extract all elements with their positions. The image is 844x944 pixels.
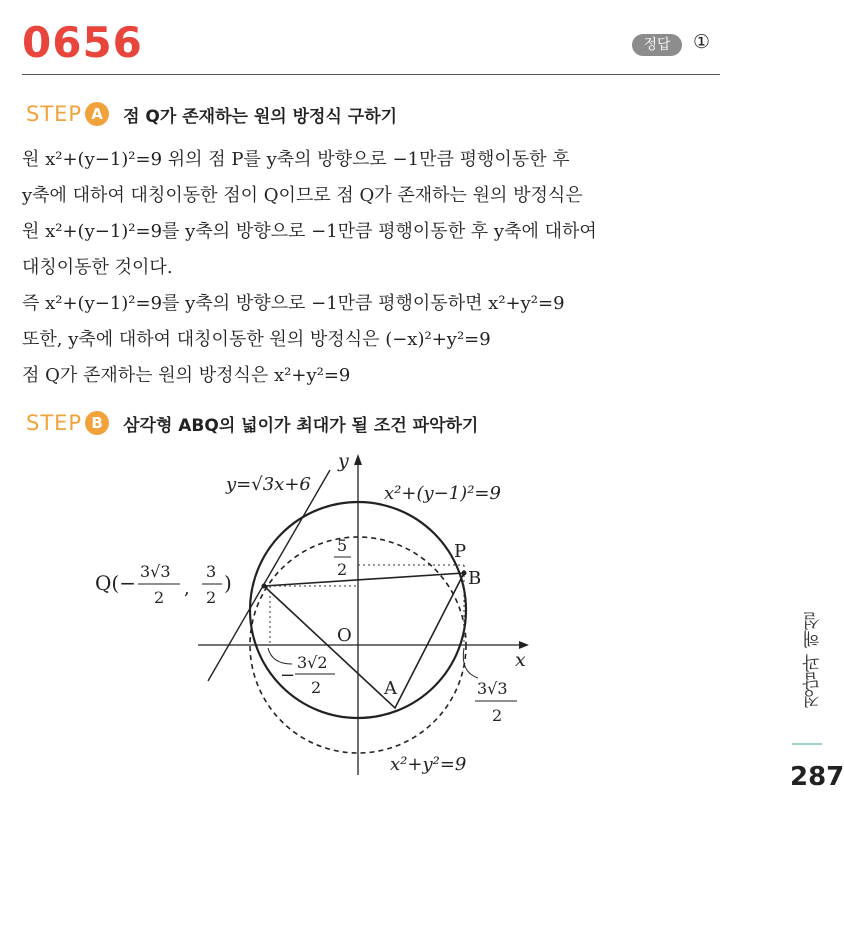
step-a-line-3: 원 x²+(y−1)²=9를 y축의 방향으로 −1만큼 평행이동한 후 y축에 대하여 bbox=[22, 221, 597, 242]
step-a-line-2: y축에 대하여 대칭이동한 점이 Q이므로 점 Q가 존재하는 원의 방정식은 bbox=[22, 185, 583, 206]
x-axis-arrow bbox=[519, 641, 529, 649]
problem-number: 0656 bbox=[22, 18, 143, 67]
y-axis-label: y bbox=[338, 450, 349, 472]
step-a-line-5: 즉 x²+(y−1)²=9를 y축의 방향으로 −1만큼 평행이동하면 x²+y²=9 bbox=[22, 293, 565, 314]
page-number: 287 bbox=[790, 762, 844, 792]
point-q-dot bbox=[262, 584, 267, 589]
side-section-label: 정답과 해설 bbox=[802, 612, 823, 708]
neg-tick-numerator: 3√2 bbox=[297, 653, 328, 672]
answer-value: ① bbox=[693, 31, 711, 53]
leader-pos-tick bbox=[463, 648, 478, 678]
y-tick-denominator: 2 bbox=[337, 560, 348, 579]
point-p-label: P bbox=[454, 541, 467, 562]
leader-neg-tick bbox=[268, 648, 292, 664]
step-a-line-4: 대칭이동한 것이다. bbox=[22, 257, 173, 278]
answer-badge: 정답 bbox=[632, 34, 682, 56]
pos-tick-numerator: 3√3 bbox=[477, 679, 508, 698]
pos-tick-denominator: 2 bbox=[492, 706, 503, 725]
point-a-label: A bbox=[384, 678, 397, 699]
side-rule bbox=[792, 743, 822, 745]
q-label-prefix: Q(− bbox=[95, 571, 136, 595]
circle-origin-label: x²+y²=9 bbox=[390, 754, 467, 775]
step-b-letter-badge: B bbox=[85, 411, 109, 435]
q-y-denominator: 2 bbox=[206, 588, 217, 607]
neg-tick-sign: − bbox=[280, 665, 296, 686]
origin-label: O bbox=[337, 625, 352, 646]
step-b-title: 삼각형 ABQ의 넓이가 최대가 될 조건 파악하기 bbox=[123, 415, 479, 436]
circle-upper-label: x²+(y−1)²=9 bbox=[384, 483, 501, 504]
step-a-line-6: 또한, y축에 대하여 대칭이동한 원의 방정식은 (−x)²+y²=9 bbox=[22, 329, 491, 350]
q-comma: , bbox=[184, 578, 190, 599]
point-b-dot bbox=[462, 571, 467, 576]
step-a-letter-badge: A bbox=[85, 102, 109, 126]
y-axis-arrow bbox=[354, 454, 362, 465]
q-label-suffix: ) bbox=[224, 571, 232, 595]
q-x-numerator: 3√3 bbox=[140, 562, 171, 581]
x-axis-label: x bbox=[515, 649, 526, 671]
y-tick-numerator: 5 bbox=[337, 536, 348, 555]
neg-tick-denominator: 2 bbox=[311, 678, 322, 697]
q-y-numerator: 3 bbox=[206, 562, 217, 581]
step-a-line-1: 원 x²+(y−1)²=9 위의 점 P를 y축의 방향으로 −1만큼 평행이동한 후 bbox=[22, 149, 570, 170]
tangent-line-label: y=√3x+6 bbox=[226, 474, 311, 495]
point-b-label: B bbox=[468, 568, 482, 589]
step-a-title: 점 Q가 존재하는 원의 방정식 구하기 bbox=[123, 106, 398, 127]
step-a-word: STEP bbox=[26, 102, 83, 126]
step-b-word: STEP bbox=[26, 411, 83, 435]
step-a-line-7: 점 Q가 존재하는 원의 방정식은 x²+y²=9 bbox=[22, 365, 351, 386]
q-x-denominator: 2 bbox=[154, 588, 165, 607]
